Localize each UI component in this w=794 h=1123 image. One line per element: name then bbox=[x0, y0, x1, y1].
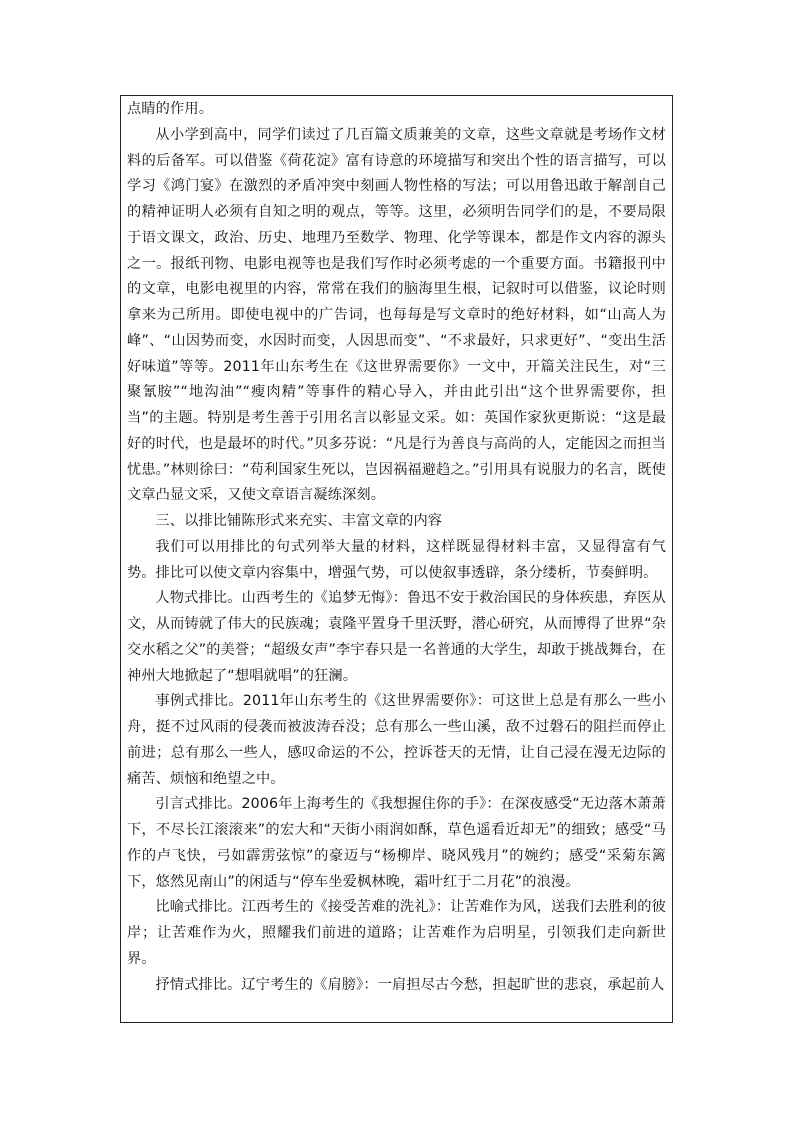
section-heading-parallelism: 三、以排比铺陈形式来充实、丰富文章的内容 bbox=[155, 513, 443, 529]
paragraph-opening-fragment: 点睛的作用。 bbox=[127, 101, 214, 117]
paragraph-lyrical-parallelism: 抒情式排比。辽宁考生的《肩膀》：一肩担尽古今愁，担起旷世的悲哀，承起前人 bbox=[155, 976, 665, 993]
document-page-frame bbox=[120, 95, 673, 1023]
paragraph-parallelism-intro: 我们可以用排比的句式列举大量的材料，这样既显得材料丰富，又显得富有气势。排比可以使文章内容集中，增强气势，可以使叙事透辟，条分缕析，节奏鲜明。 bbox=[127, 538, 666, 581]
paragraph-metaphor-parallelism: 比喻式排比。江西考生的《接受苦难的洗礼》：让苦难作为风，送我们去胜利的彼岸；让苦难作为火，照耀我们前进的道路；让苦难作为启明星，引领我们走向新世界。 bbox=[127, 899, 666, 967]
paragraph-textbook-materials: 从小学到高中，同学们读过了几百篇文质兼美的文章，这些文章就是考场作文材料的后备军。可以借鉴《荷花淀》富有诗意的环境描写和突出个性的语言描写，可以学习《鸿门宴》在激烈的矛盾冲突中刻画人物性格的写法；可以用鲁迅敢于解剖自己的精神证明人必须有自知之明的观点，等等。这里，必须明告同学们的是，不要局限于语文课文，政治、历史、地理乃至数学、物理、化学等课本，都是作文内容的源头之一。报纸刊物、电影电视等也是我们写作时必须考虑的一个重要方面。书籍报刊中的文章，电影电视里的内容，常常在我们的脑海里生根，记叙时可以借鉴，议论时则拿来为己所用。即使电视中的广告词，也每每是写文章时的绝好材料，如“山高人为峰”、“山因势而变，水因时而变，人因思而变”、“不求最好，只求更好”、“变出生活好味道”等等。2011年山东考生在《这世界需要你》一文中，开篇关注民生，对“三聚氰胺”“地沟油”“瘦肉精”等事件的精心导入，并由此引出“这个世界需要你，担当”的主题。特别是考生善于引用名言以彰显文采。如：英国作家狄更斯说：“这是最好的时代，也是最坏的时代。”贝多芬说：“凡是行为善良与高尚的人，定能因之而担当忧患。”林则徐曰：“苟利国家生死以，岂因祸福避趋之。”引用具有说服力的名言，既使文章凸显文采，又使文章语言凝练深刻。 bbox=[127, 126, 666, 504]
paragraph-event-parallelism: 事例式排比。2011年山东考生的《这世界需要你》：可这世上总是有那么一些小舟，挺不过风雨的侵袭而被波涛吞没；总有那么一些山溪，敌不过磐石的阻拦而停止前进；总有那么一些人，感叹命运的不公，控诉苍天的无情，让自己浸在漫无边际的痛苦、烦恼和绝望之中。 bbox=[127, 693, 666, 787]
paragraph-character-parallelism: 人物式排比。山西考生的《追梦无悔》：鲁迅不安于救治国民的身体疾患，弃医从文，从而铸就了伟大的民族魂；袁隆平置身千里沃野，潜心研究，从而博得了世界“杂交水稻之父”的美誉；“超级女声”李宇春只是一名普通的大学生，却敢于挑战舞台，在神州大地掀起了“想唱就唱”的狂澜。 bbox=[127, 590, 666, 684]
paragraph-quotation-parallelism: 引言式排比。2006年上海考生的《我想握住你的手》：在深夜感受“无边落木萧萧下，不尽长江滚滚来”的宏大和“天街小雨润如酥，草色遥看近却无”的细致；感受“马作的卢飞快，弓如霹雳弦惊”的豪迈与“杨柳岸、晓风残月”的婉约；感受“采菊东篱下，悠然见南山”的闲适与“停车坐爱枫林晚，霜叶红于二月花”的浪漫。 bbox=[127, 796, 666, 890]
